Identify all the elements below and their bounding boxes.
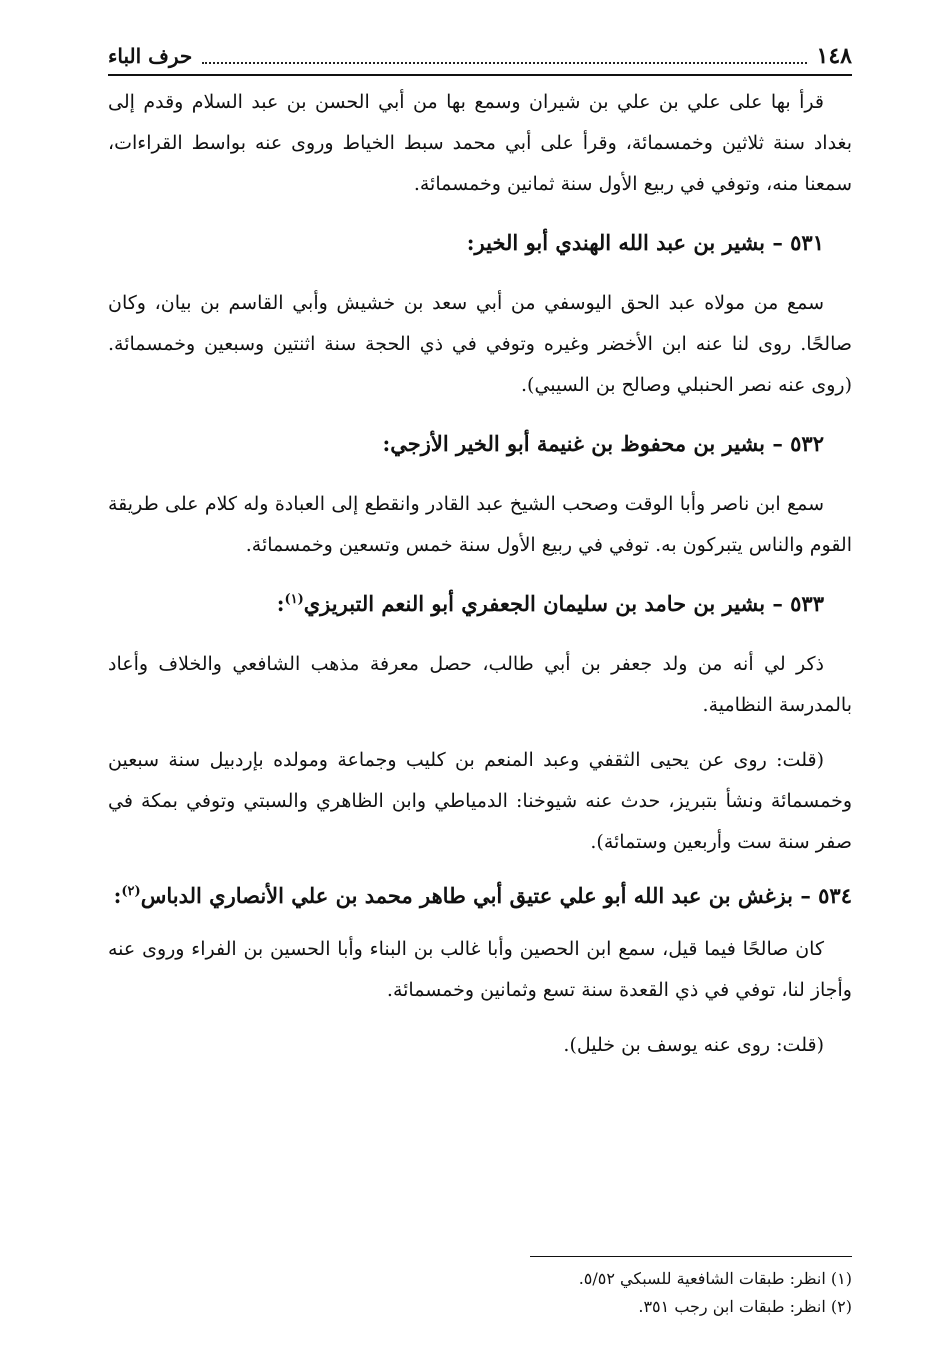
footnote-2: (٢) انظر: طبقات ابن رجب ٣٥١. (638, 1297, 852, 1316)
entry-heading-534 (108, 873, 852, 919)
entry-text-532: سمع ابن ناصر وأبا الوقت وصحب الشيخ عبد القادر وانقطع إلى العبادة وله كلام على طريقة القوم والناس يتبركون به. توفي في ربيع الأول سنة خمس وتسعين وخمسمائة. (108, 493, 852, 556)
entry-heading-532: ٥٣٢ – بشير بن محفوظ بن غنيمة أبو الخير الأزجي: (382, 431, 824, 456)
entry-text-531: سمع من مولاه عبد الحق اليوسفي من أبي سعد بن خشيش وأبي القاسم بن بيان، وكان صالحًا. روى لنا عنه ابن الأخضر وغيره وتوفي في ذي الحجة سنة اثنتين وسبعين وخمسمائة. (روى عنه نصر الحنبلي وصالح بن السيبي). (108, 292, 852, 396)
footnotes (108, 1256, 852, 1321)
footnote-1: (١) انظر: طبقات الشافعية للسبكي ٥/٥٢. (578, 1269, 852, 1288)
heading-colon: : (113, 883, 122, 908)
heading-colon: : (276, 591, 285, 616)
entry-text-533: ذكر لي أنه من ولد جعفر بن أبي طالب، حصل معرفة مذهب الشافعي والخلاف وأعاد بالمدرسة النظامية. (108, 653, 852, 716)
entry-note-534: (قلت: روى عنه يوسف بن خليل). (563, 1034, 824, 1056)
footnote-marker-1: (١) (284, 592, 304, 607)
paragraph-spacer (108, 1011, 852, 1025)
entry-text-534: كان صالحًا فيما قيل، سمع ابن الحصين وأبا غالب بن البناء وأبا الحسين بن الفراء وروى عنه وأجاز لنا، توفي في ذي القعدة سنة تسع وثمانين وخمسمائة. (108, 938, 852, 1001)
running-header (108, 38, 852, 76)
header-dot-leader (202, 48, 806, 64)
paragraph-spacer (108, 726, 852, 740)
entry-heading-531: ٥٣١ – بشير بن عبد الله الهندي أبو الخير: (466, 230, 824, 255)
entry-note-533: (قلت: روى عن يحيى الثقفي وعبد المنعم بن كليب وجماعة ومولده بإردبيل سنة سبعين وخمسمائة ونشأ بتبريز، حدث عنه شيوخنا: الدمياطي وابن الظاهري والسبتي وتوفي بمكة في صفر سنة ست وأربعين وستمائة). (108, 749, 852, 853)
paragraph-continuation: قرأ بها على علي بن علي بن شيران وسمع بها من أبي الحسن بن عبد السلام وقدم إلى بغداد سنة ثلاثين وخمسمائة، وقرأ على أبي محمد سبط الخياط وروى عنه بواسط القراءات، سمعنا منه، وتوفي في ربيع الأول سنة ثمانين وخمسمائة. (108, 91, 852, 195)
entry-heading-533 (108, 582, 852, 626)
footnote-rule (530, 1256, 852, 1257)
page-number: ١٤٨ (816, 43, 852, 69)
chapter-title: حرف الباء (108, 44, 193, 68)
entry-title-533: ٥٣٣ – بشير بن حامد بن سليمان الجعفري أبو النعم التبريزي (303, 591, 824, 616)
entry-title-534: ٥٣٤ – بزغش بن عبد الله أبو علي عتيق أبي طاهر محمد بن علي الأنصاري الدباس (140, 883, 852, 908)
page-body (108, 82, 852, 1066)
footnote-marker-2: (٢) (121, 884, 141, 899)
